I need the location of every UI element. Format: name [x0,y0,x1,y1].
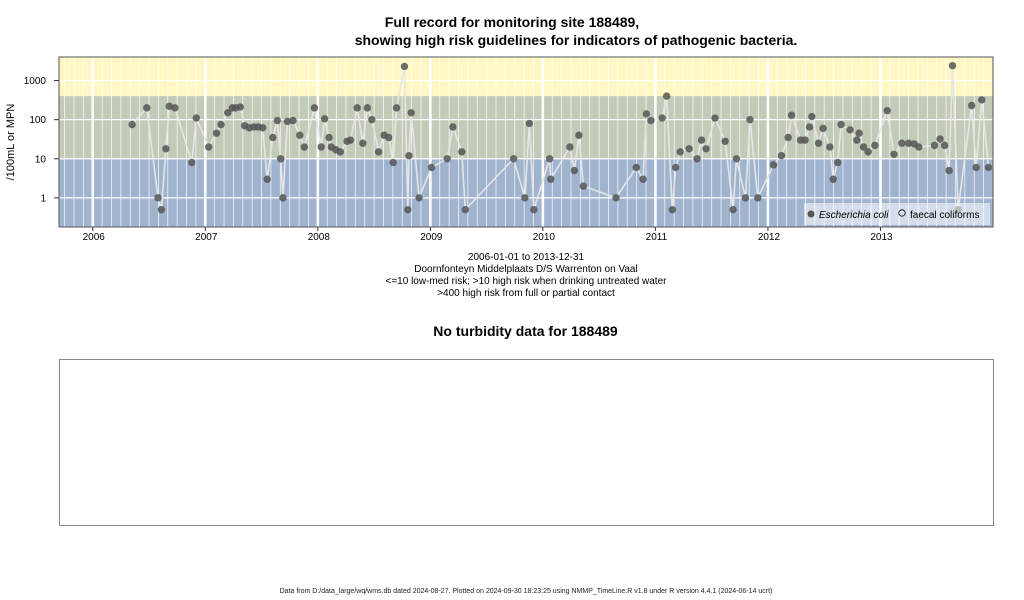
caption-location: Doornfonteyn Middelplaats D/S Warrenton on Vaal [414,264,638,275]
legend-ecoli-label: Escherichia coli [819,210,889,221]
caption-risk-high: >400 high risk from full or partial contact [437,288,615,299]
ecoli-point [128,121,135,128]
ecoli-point [236,103,243,110]
ecoli-point [580,182,587,189]
ecoli-point [530,206,537,213]
legend-ecoli-marker [808,211,815,218]
ecoli-point [385,134,392,141]
ecoli-point [815,140,822,147]
ecoli-point [801,136,808,143]
ecoli-point [375,148,382,155]
x-tick-label: 2008 [307,232,330,240]
ecoli-point [834,159,841,166]
legend-faecal-label: faecal coliforms [910,210,980,221]
ecoli-point [354,104,361,111]
x-tick-label: 2010 [532,232,556,240]
ecoli-point [269,134,276,141]
ecoli-point [985,164,992,171]
ecoli-point [669,206,676,213]
ecoli-point [806,123,813,130]
ecoli-point [158,206,165,213]
ecoli-point [317,143,324,150]
ecoli-point [277,155,284,162]
legend [804,203,990,225]
ecoli-point [647,117,654,124]
ecoli-point [972,164,979,171]
ecoli-point [945,167,952,174]
chart-title-line1: Full record for monitoring site 188489, [384,14,640,30]
y-tick-label: 1 [40,193,46,205]
ecoli-point [978,96,985,103]
ecoli-point [742,194,749,201]
ecoli-point [217,121,224,128]
ecoli-point [359,140,366,147]
ecoli-point [301,143,308,150]
ecoli-point [931,142,938,149]
turbidity-plot-frame [59,359,994,526]
ecoli-point [890,151,897,158]
ecoli-point [458,148,465,155]
ecoli-point [311,104,318,111]
ecoli-point [733,155,740,162]
ecoli-point [770,161,777,168]
x-tick-label: 2007 [195,232,218,240]
y-tick-label: 1000 [23,76,46,88]
ecoli-point [685,145,692,152]
ecoli-point [347,136,354,143]
ecoli-point [819,125,826,132]
x-tick-label: 2013 [870,232,893,240]
ecoli-point [871,142,878,149]
ecoli-point [830,176,837,183]
ecoli-point [521,194,528,201]
ecoli-point [213,130,220,137]
x-tick-label: 2006 [82,232,105,240]
y-tick-label: 10 [34,154,46,166]
ecoli-point [337,148,344,155]
ecoli-point [510,155,517,162]
ecoli-point [853,136,860,143]
ecoli-point [408,109,415,116]
ecoli-point [808,113,815,120]
ecoli-point [643,110,650,117]
ecoli-point [296,132,303,139]
ecoli-point [784,134,791,141]
ecoli-point [915,143,922,150]
ecoli-point [746,116,753,123]
ecoli-point [837,121,844,128]
ecoli-point [721,138,728,145]
ecoli-point [274,117,281,124]
ecoli-point [702,145,709,152]
ecoli-point [846,126,853,133]
y-axis-label: /100mL or MPN [5,103,17,181]
ecoli-point [884,107,891,114]
footer-note: Data from D:/data_large/wq/wms.db dated 2024-08-27. Plotted on 2024-09-30 18:23:25 using NMMP_TimeLine.R v1.8 under R version 4.4.1 (2024-06-14 ucrt) [279,588,773,595]
ecoli-point [171,104,178,111]
caption-date-range: 2006-01-01 to 2013-12-31 [467,252,585,263]
ecoli-point [205,143,212,150]
ecoli-point [949,62,956,69]
chart-title-line2: showing high risk guidelines for indicators of pathogenic bacteria. [354,32,798,48]
ecoli-point [941,142,948,149]
ecoli-point [415,194,422,201]
ecoli-point [788,111,795,118]
bacteria-timeline-chart [0,0,1024,240]
ecoli-point [729,206,736,213]
x-tick-label: 2011 [645,232,668,240]
ecoli-point [898,140,905,147]
turbidity-title: No turbidity data for 188489 [433,323,618,339]
ecoli-point [936,135,943,142]
ecoli-point [968,102,975,109]
ecoli-point [368,116,375,123]
ecoli-point [188,159,195,166]
ecoli-point [404,206,411,213]
ecoli-point [428,164,435,171]
ecoli-point [547,176,554,183]
ecoli-point [612,194,619,201]
ecoli-point [390,159,397,166]
ecoli-point [693,155,700,162]
ecoli-point [672,164,679,171]
risk-zones [59,57,993,227]
y-tick-label: 100 [29,115,46,127]
ecoli-point [658,114,665,121]
ecoli-point [864,148,871,155]
ecoli-point [444,155,451,162]
x-tick-label: 2009 [420,232,443,240]
ecoli-point [698,136,705,143]
caption-risk-low-med: <=10 low-med risk; >10 high risk when drinking untreated water [385,276,667,287]
ecoli-point [571,167,578,174]
ecoli-point [575,132,582,139]
ecoli-point [676,148,683,155]
ecoli-point [259,124,266,131]
ecoli-point [143,104,150,111]
ecoli-point [393,104,400,111]
y-axis [24,76,59,204]
ecoli-point [279,194,286,201]
ecoli-point [754,194,761,201]
x-tick-label: 2012 [757,232,781,240]
ecoli-point [289,117,296,124]
ecoli-point [566,143,573,150]
ecoli-point [546,155,553,162]
ecoli-point [263,176,270,183]
ecoli-point [855,130,862,137]
ecoli-point [325,134,332,141]
ecoli-point [711,114,718,121]
ecoli-point [526,120,533,127]
ecoli-point [364,104,371,111]
ecoli-point [321,115,328,122]
x-axis [83,227,893,240]
ecoli-point [462,206,469,213]
ecoli-point [154,194,161,201]
ecoli-point [449,123,456,130]
ecoli-point [639,176,646,183]
ecoli-point [826,143,833,150]
ecoli-point [633,164,640,171]
ecoli-point [193,114,200,121]
ecoli-point [401,63,408,70]
zone-high-risk [59,57,993,96]
ecoli-point [162,145,169,152]
ecoli-point [663,92,670,99]
ecoli-point [405,152,412,159]
ecoli-point [778,152,785,159]
